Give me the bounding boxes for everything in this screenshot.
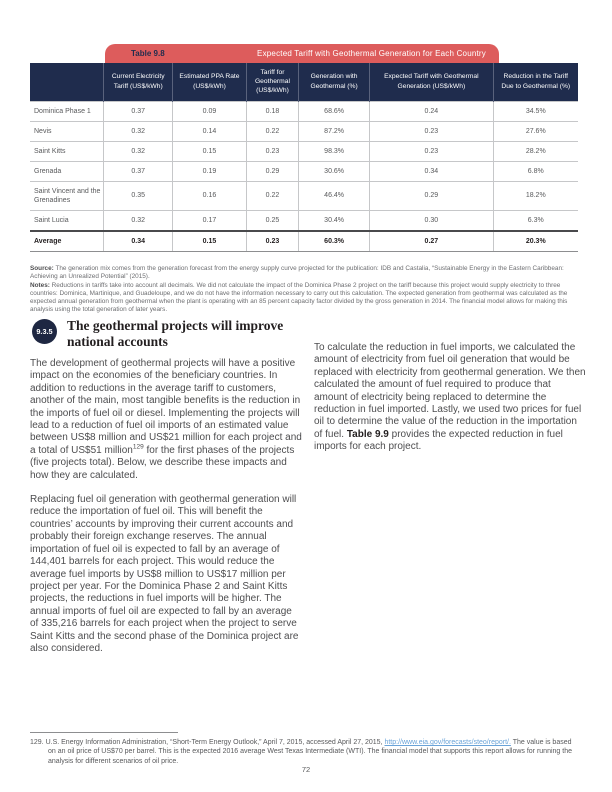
cell-value: 0.25	[246, 211, 298, 232]
table-average-row	[30, 231, 578, 252]
cell-value: 0.15	[172, 141, 246, 161]
table-number-label: Table 9.8	[131, 49, 165, 58]
cell-value: 0.18	[246, 101, 298, 121]
cell-value: 0.30	[370, 211, 493, 232]
table-row	[30, 211, 578, 232]
cell-value: 30.4%	[298, 211, 369, 232]
section-heading	[32, 318, 312, 350]
cell-value: 98.3%	[298, 141, 369, 161]
cell-value: 0.27	[370, 231, 493, 252]
section-title: The geothermal projects will improve national accounts	[67, 318, 284, 349]
source-text: The generation mix comes from the generation forecast from the energy supply curve projected for the publication: IDB and Castalia, “Sustainable Energy in the Eastern Caribbean: Achieving an Unrealized Potential” (2015).	[30, 265, 564, 281]
cell-value: 0.23	[370, 121, 493, 141]
cell-value: 0.24	[370, 101, 493, 121]
cell-value: 0.37	[104, 101, 173, 121]
table-source-notes	[30, 265, 578, 314]
table-row	[30, 121, 578, 141]
cell-value: 0.19	[172, 161, 246, 181]
cell-value: 6.8%	[493, 161, 578, 181]
table-header-row	[30, 63, 578, 101]
cell-value: 0.14	[172, 121, 246, 141]
cell-value: 60.3%	[298, 231, 369, 252]
cell-value: 0.15	[172, 231, 246, 252]
cell-value: 30.6%	[298, 161, 369, 181]
footnote-link[interactable]: http://www.eia.gov/forecasts/steo/report/.	[384, 739, 511, 746]
footnote-129	[30, 738, 580, 766]
footnote-text: U.S. Energy Information Administration, “Short-Term Energy Outlook,” April 7, 2015, accessed April 27, 2015,	[43, 739, 385, 746]
cell-value: 0.35	[104, 181, 173, 210]
page-number: 72	[301, 765, 311, 774]
source-label: Source:	[30, 265, 54, 273]
cell-country: Saint Kitts	[30, 141, 104, 161]
column-header-expected-tariff: Expected Tariff with Geothermal Generation (US$/kWh)	[370, 63, 493, 101]
tariff-table	[30, 63, 578, 252]
paragraph-text: To calculate the reduction in fuel imports, we calculated the amount of electricity from fuel oil generation that would be replaced with electricity from geothermal generation. We then calculated the amount of fuel required to produce that amount of electricity being replaced to determine the reduction in fuel imported. Lastly, we used two prices for fuel oil to determine the value of the reduction in the importation of fuel.	[314, 342, 586, 440]
cell-country: Grenada	[30, 161, 104, 181]
footnote-text: The value is based on an oil price of US$70 per barrel. This is the expected 2016 average West Texas Intermediate (WTI). The financial model that supports this report allows for running the analysis for different scenarios of oil price.	[48, 739, 572, 765]
cell-average-label: Average	[30, 231, 104, 252]
paragraph-text: The development of geothermal projects will have a positive impact on the economies of the beneficiary countries. In addition to reductions in the average tariff to customers, another of the main, most tangible benefits is the reduction in the imports of fuel oil or diesel. Implementing the projects will lead to a reduction of fuel oil imports of an estimated value between US$8 million and US$21 million for each project and a total of US$51 million	[30, 358, 302, 456]
cell-value: 0.16	[172, 181, 246, 210]
notes-text: Reductions in tariffs take into account all decimals. We did not calculate the impact of the Dominica Phase 2 project on the tariff because this project would supply electricity to three countries: Dominica, Martinique, and Guadeloupe, and we do not have the information necessary to carry out this calculation. The expected generation from geothermal was calculated as the expected annual generation from geothermal when the plant is operating with an 85 percent capacity factor divided by the gross generation in 2014. The financial model allows for making this analysis using the total generation of later years.	[30, 281, 568, 314]
cell-value: 0.32	[104, 121, 173, 141]
column-header-country	[30, 63, 104, 101]
footnote-reference: 129	[132, 443, 144, 451]
notes-label: Notes:	[30, 281, 50, 289]
cell-value: 0.09	[172, 101, 246, 121]
cell-value: 20.3%	[493, 231, 578, 252]
cell-value: 0.29	[370, 181, 493, 210]
cell-value: 0.32	[104, 141, 173, 161]
cell-value: 0.37	[104, 161, 173, 181]
cell-value: 0.23	[370, 141, 493, 161]
cell-value: 0.34	[104, 231, 173, 252]
cell-value: 0.23	[246, 141, 298, 161]
cell-value: 0.23	[246, 231, 298, 252]
table-title: Expected Tariff with Geothermal Generation for Each Country	[257, 49, 486, 58]
column-header-reduction: Reduction in the Tariff Due to Geothermal (%)	[493, 63, 578, 101]
table-row	[30, 141, 578, 161]
paragraph	[30, 358, 302, 482]
footnote-number: 129.	[30, 739, 44, 746]
cell-value: 0.34	[370, 161, 493, 181]
cell-value: 68.6%	[298, 101, 369, 121]
cell-value: 0.29	[246, 161, 298, 181]
column-header-geothermal-tariff: Tariff for Geothermal (US$/kWh)	[246, 63, 298, 101]
cell-value: 0.22	[246, 181, 298, 210]
cell-country: Dominica Phase 1	[30, 101, 104, 121]
cell-value: 0.17	[172, 211, 246, 232]
table-row	[30, 161, 578, 181]
cell-country: Nevis	[30, 121, 104, 141]
table-9-8-section	[30, 44, 578, 314]
table-banner	[105, 44, 499, 63]
cell-value: 18.2%	[493, 181, 578, 210]
paragraph-text: for the first phases of the projects (five projects total). Below, we describe these impacts and how they are calculated.	[30, 444, 295, 481]
paragraph-text: provides the expected reduction in fuel imports for each project.	[314, 428, 563, 453]
cell-value: 0.32	[104, 211, 173, 232]
cell-value: 6.3%	[493, 211, 578, 232]
paragraph	[314, 342, 586, 454]
column-header-current-tariff: Current Electricity Tariff (US$/kWh)	[104, 63, 173, 101]
footnote-divider	[30, 732, 178, 733]
cell-value: 28.2%	[493, 141, 578, 161]
cell-value: 0.22	[246, 121, 298, 141]
column-header-generation: Generation with Geothermal (%)	[298, 63, 369, 101]
cell-country: Saint Lucia	[30, 211, 104, 232]
body-column-left	[30, 358, 302, 667]
cell-value: 46.4%	[298, 181, 369, 210]
cell-value: 34.5%	[493, 101, 578, 121]
cell-country: Saint Vincent and the Grenadines	[30, 181, 104, 210]
cell-value: 27.6%	[493, 121, 578, 141]
body-column-right	[314, 342, 586, 466]
section-number-badge: 9.3.5	[32, 319, 57, 344]
cell-value: 87.2%	[298, 121, 369, 141]
table-row	[30, 181, 578, 210]
table-row	[30, 101, 578, 121]
column-header-ppa-rate: Estimated PPA Rate (US$/kWh)	[172, 63, 246, 101]
table-9-9-reference: Table 9.9	[346, 428, 389, 440]
paragraph: Replacing fuel oil generation with geothermal generation will reduce the importation of fuel oil. This will benefit the countries’ accounts by improving their current accounts and probably their foreign exchange reserves. The annual importation of fuel oil is expected to fall by an average of 144,401 barrels for each project. This would reduce the average fuel imports by US$8 million to US$17 million per project per year. For the Dominica Phase 2 and Saint Kitts projects, the reductions in fuel imports will be higher. The annual imports of fuel oil are expected to fall by an average of 335,216 barrels for each project when the project to serve Saint Kitts and the second phase of the Dominica project are also considered.	[30, 494, 299, 654]
